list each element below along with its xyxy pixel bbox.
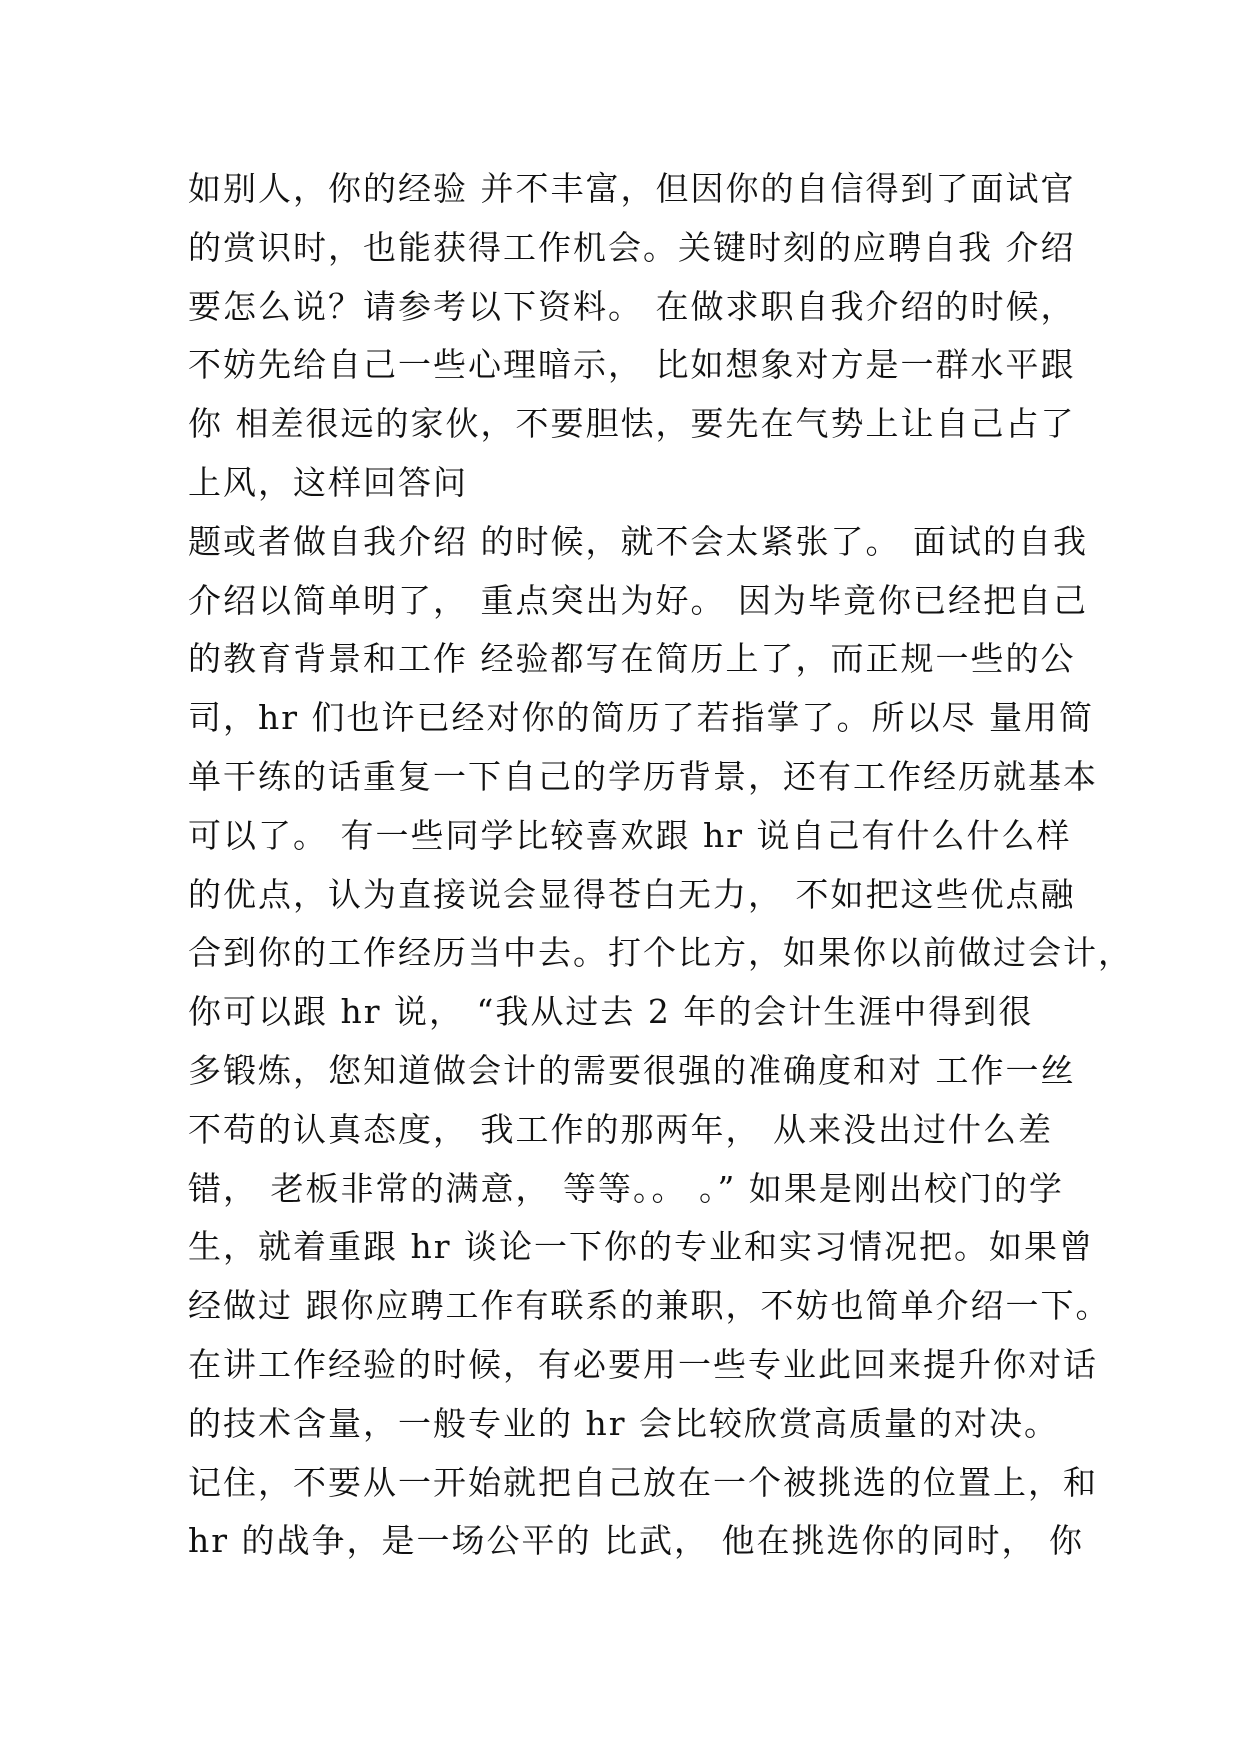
text-line: 多锻炼，您知道做会计的需要很强的准确度和对 工作一丝 [188, 1050, 1076, 1090]
text-line: 错， 老板非常的满意， 等等。。 。” 如果是刚出校门的学 [188, 1168, 1064, 1208]
text-line: hr 的战争，是一场公平的 比武， 他在挑选你的同时， 你 [188, 1521, 1084, 1561]
text-line: 介绍以简单明了， 重点突出为好。 因为毕竟你已经把自己 [188, 580, 1088, 620]
text-line: 上风，这样回答问 [188, 462, 468, 502]
text-line: 记住，不要从一开始就把自己放在一个被挑选的位置上，和 [188, 1462, 1098, 1502]
text-line: 不妨先给自己一些心理暗示， 比如想象对方是一群水平跟 [188, 345, 1076, 385]
text-line: 如别人，你的经验 并不丰富，但因你的自信得到了面试官 [188, 169, 1076, 208]
text-line: 生，就着重跟 hr 谈论一下你的专业和实习情况把。如果曾 [188, 1227, 1095, 1267]
text-line: 要怎么说？请参考以下资料。 在做求职自我介绍的时候， [188, 286, 1076, 326]
text-line: 在讲工作经验的时候，有必要用一些专业此回来提升你对话 [188, 1344, 1098, 1384]
text-line: 不苟的认真态度， 我工作的那两年， 从来没出过什么差 [188, 1109, 1053, 1149]
body-text [188, 160, 1133, 1571]
text-line: 经做过 跟你应聘工作有联系的兼职，不妨也简单介绍一下。 [188, 1286, 1111, 1326]
text-line: 的优点，认为直接说会显得苍白无力， 不如把这些优点融 [188, 874, 1076, 914]
text-line: 的赏识时，也能获得工作机会。关键时刻的应聘自我 介绍 [188, 227, 1076, 267]
text-line: 题或者做自我介绍 的时候，就不会太紧张了。 面试的自我 [188, 521, 1088, 561]
text-line: 你可以跟 hr 说， “我从过去 2 年的会计生涯中得到很 [188, 992, 1034, 1032]
text-line: 单干练的话重复一下自己的学历背景，还有工作经历就基本 [188, 756, 1098, 796]
text-line: 可以了。 有一些同学比较喜欢跟 hr 说自己有什么什么样 [188, 815, 1072, 855]
text-line: 合到你的工作经历当中去。打个比方，如果你以前做过会计， [188, 933, 1133, 973]
text-line: 你 相差很远的家伙，不要胆怯，要先在气势上让自己占了 [188, 404, 1076, 444]
text-line: 的教育背景和工作 经验都写在简历上了，而正规一些的公 [188, 639, 1076, 679]
text-line: 司，hr 们也许已经对你的简历了若指掌了。所以尽 量用简 [188, 698, 1095, 738]
text-line: 的技术含量，一般专业的 hr 会比较欣赏高质量的对决。 [188, 1403, 1060, 1443]
